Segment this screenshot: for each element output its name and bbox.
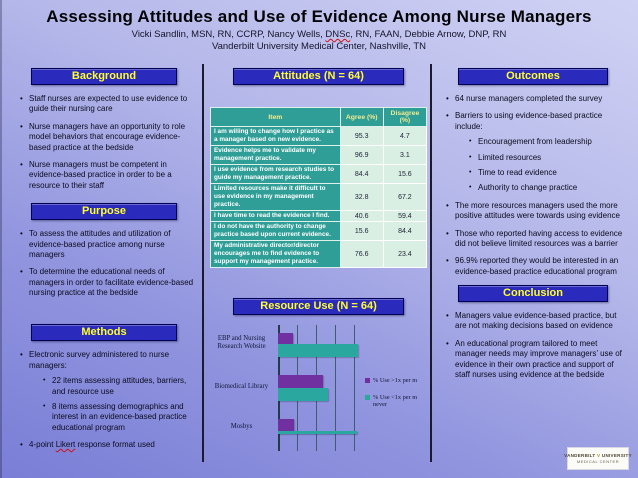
- cell-agree: 32.8: [340, 184, 383, 211]
- table-row: [211, 222, 427, 241]
- cell-agree: 96.9: [340, 146, 383, 165]
- cell-agree: 40.6: [340, 211, 383, 222]
- vanderbilt-logo: [564, 447, 632, 470]
- outcomes-list: [438, 94, 628, 277]
- cell-disagree: 4.7: [383, 127, 426, 146]
- column-header-agree: Agree (%): [340, 108, 383, 127]
- table-row: [211, 241, 427, 268]
- legend-label: % Use >1x per m: [373, 377, 418, 384]
- cell-agree: 76.6: [340, 241, 383, 268]
- cell-item: Limited resources make it difficult to use evidence in my management practice.: [211, 184, 341, 211]
- cell-item: I do not have the authority to change practice based upon current evidence.: [211, 222, 341, 241]
- cell-disagree: 15.6: [383, 165, 426, 184]
- cell-item: I have time to read the evidence I find.: [211, 211, 341, 222]
- table-row: [211, 165, 427, 184]
- list-item: [445, 111, 626, 193]
- list-item: • Staff nurses are expected to use evidence to guide their nursing care: [19, 94, 194, 115]
- list-item: • An educational program tailored to meet manager needs may improve managers’ use of evidence in their own practice and support of staff nurses using evidence at the bedside: [445, 339, 626, 381]
- list-item: • Managers value evidence-based practice, but are not making decisions based on evidence: [445, 311, 626, 332]
- table-row: [211, 211, 427, 222]
- cell-disagree: 3.1: [383, 146, 426, 165]
- authors-line: [0, 29, 638, 40]
- authors-text-post: , RN, FAAN, Debbie Arnow, DNP, RN: [350, 29, 507, 40]
- attitudes-table: [210, 107, 427, 268]
- bar-mosbys-infrequent: [278, 431, 357, 434]
- column-divider-left: [202, 64, 204, 462]
- logo-university-line: [564, 453, 632, 458]
- page-title: Assessing Attitudes and Use of Evidence Among Nurse Managers: [46, 7, 592, 26]
- category-label-ebp-website: EBP and Nursing Research Website: [217, 335, 266, 351]
- cell-agree: 84.4: [340, 165, 383, 184]
- column-header-item: Item: [211, 108, 341, 127]
- list-item: • Encouragement from leadership: [468, 137, 626, 147]
- outcomes-item-text: Barriers to using evidence-based practice include:: [455, 111, 603, 131]
- list-item: • Authority to change practice: [468, 183, 626, 193]
- list-item: • 96.9% reported they would be interested in an evidence-based practice educational program: [445, 256, 626, 277]
- list-item: • The more resources managers used the more positive attitudes were towards using evidence: [445, 201, 626, 222]
- list-item: [19, 440, 194, 450]
- list-item: • Limited resources: [468, 153, 626, 163]
- category-label-mosbys: Mosbys: [230, 423, 253, 430]
- bar-ebp-website-frequent: [278, 333, 293, 344]
- methods-misspelled-word: Likert: [55, 440, 76, 450]
- methods-sublist: [29, 376, 194, 433]
- table-row: [211, 146, 427, 165]
- authors-text-pre: Vicki Sandlin, MSN, RN, CCRP, Nancy Wells,: [131, 29, 326, 40]
- list-item: • Time to read evidence: [468, 168, 626, 178]
- chart-legend: [365, 377, 427, 418]
- list-item: • Those who reported having access to evidence did not believe limited resources was a barrier: [445, 229, 626, 250]
- purpose-list: [12, 229, 196, 298]
- legend-label: % Use <1x per m never: [373, 393, 418, 409]
- table-row: [211, 184, 427, 211]
- cell-item: My administrative director/director encourages me to find evidence to support my management practice.: [211, 241, 341, 268]
- barriers-sublist: [455, 137, 626, 194]
- list-item: • 64 nurse managers completed the survey: [445, 94, 626, 104]
- chart-plot-area: [278, 325, 354, 451]
- methods-section-header: Methods: [31, 324, 177, 341]
- logo-medical-center-line: MEDICAL CENTER: [576, 459, 620, 464]
- authors-misspelled-word: DNSc: [325, 29, 351, 40]
- methods-item-text: Electronic survey administered to nurse managers:: [29, 350, 170, 370]
- bar-ebp-website-infrequent: [278, 344, 358, 357]
- institution-line: Vanderbilt University Medical Center, Nashville, TN: [211, 41, 426, 52]
- bar-mosbys-frequent: [278, 419, 294, 431]
- left-column: [12, 64, 196, 458]
- cell-disagree: 59.4: [383, 211, 426, 222]
- conclusion-section-header: Conclusion: [458, 285, 608, 302]
- background-list: [12, 94, 196, 191]
- cell-agree: 15.6: [340, 222, 383, 241]
- column-header-disagree: Disagree (%): [383, 108, 426, 127]
- cell-item: I am willing to change how I practice as a manager based on new evidence.: [211, 127, 341, 146]
- list-item: • To assess the attitudes and utilization of evidence-based practice among nurse managers: [19, 229, 194, 260]
- logo-text-university: UNIVERSITY: [601, 453, 632, 458]
- cell-disagree: 67.2: [383, 184, 426, 211]
- bar-biomedical-library-infrequent: [278, 388, 328, 401]
- middle-column: [210, 64, 427, 459]
- logo-text-vanderbilt: VANDERBILT: [564, 453, 596, 458]
- resource-use-chart: [210, 323, 427, 459]
- table-row: [211, 127, 427, 146]
- vanderbilt-v-icon: V: [597, 453, 601, 458]
- list-item: • 22 items assessing attitudes, barriers, and resource use: [42, 376, 194, 397]
- cell-disagree: 23.4: [383, 241, 426, 268]
- right-column: [438, 64, 628, 387]
- cell-agree: 95.3: [340, 127, 383, 146]
- methods-list: [12, 350, 196, 450]
- bar-biomedical-library-frequent: [278, 375, 323, 388]
- column-divider-right: [430, 64, 432, 462]
- list-item: • Nurse managers have an opportunity to role model behaviors that encourage evidence-based practice at the bedside: [19, 122, 194, 153]
- cell-item: I use evidence from research studies to guide my management practice.: [211, 165, 341, 184]
- legend-item: [365, 394, 427, 409]
- conclusion-list: [438, 311, 628, 380]
- legend-swatch-teal: [365, 395, 370, 400]
- purpose-section-header: Purpose: [31, 203, 177, 220]
- list-item: [19, 350, 194, 433]
- attitudes-section-header: Attitudes (N = 64): [233, 68, 404, 85]
- methods-item-text-post: response format used: [75, 440, 155, 450]
- legend-item: [365, 377, 427, 385]
- legend-swatch-purple: [365, 378, 370, 383]
- cell-disagree: 84.4: [383, 222, 426, 241]
- resource-use-section-header: Resource Use (N = 64): [233, 298, 404, 315]
- category-label-biomedical-library: Biomedical Library: [214, 383, 269, 390]
- background-section-header: Background: [31, 68, 177, 85]
- methods-item-text-pre: 4-point: [29, 440, 56, 450]
- list-item: • Nurse managers must be competent in evidence-based practice in order to be a resource to their staff: [19, 160, 194, 191]
- table-header-row: [211, 108, 427, 127]
- outcomes-section-header: Outcomes: [458, 68, 608, 85]
- cell-item: Evidence helps me to validate my management practice.: [211, 146, 341, 165]
- list-item: • 8 items assessing demographics and interest in an evidence-based practice educational program: [42, 402, 194, 433]
- list-item: • To determine the educational needs of managers in order to facilitate evidence-based nursing practice at the bedside: [19, 267, 194, 298]
